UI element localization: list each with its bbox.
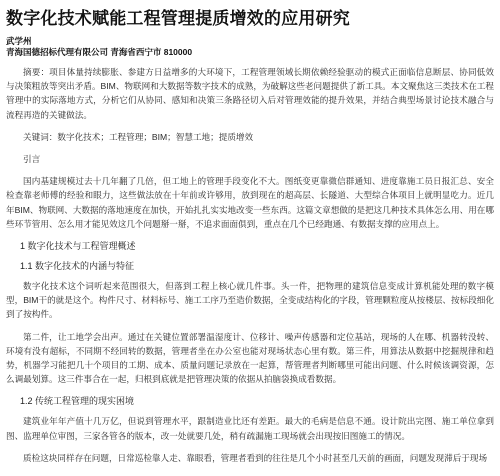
section-1-2-heading: 1.2 传统工程管理的现实困境 <box>20 396 135 407</box>
section-1-heading: 1 数字化技术与工程管理概述 <box>20 241 136 252</box>
author-name: 武学州 <box>6 36 32 46</box>
keywords: 关键词：数字化技术；工程管理；BIM；智慧工地；提质增效 <box>23 131 254 142</box>
intro-heading: 引言 <box>23 154 41 165</box>
section-1-1-heading: 1.1 数字化技术的内涵与特征 <box>20 261 135 272</box>
abstract: 摘要：项目体量持续膨胀、参建方日益增多的大环境下，工程管理领域长期依赖经验驱动的模式正面临信息断层、协同低效与决策粗放等突出矛盾。BIM、物联网和大数据等数字技术的成熟，为破解这些老问题提供了新工具。本文聚焦这三类技术在工程管理中的实际落地方式，分析它们从协同、感知和决策三条路径切入后对管理效能的提升效果，并结合典型场景讨论技术融合与流程再造的关键做法。 <box>6 67 494 120</box>
author-affiliation: 青海国德招标代理有限公司 青海省西宁市 810000 <box>6 47 193 57</box>
section-1-2-paragraph-1: 建筑业年年产值十几万亿，但说到管理水平，跟制造业比还有差距。最大的毛病是信息不通。设计院出完图、施工单位拿到图、监理单位审图，三家各管各的版本，改一处就要几处，稍有疏漏施工现场就会出现按旧图施工的情况。 <box>6 416 494 441</box>
paper-title: 数字化技术赋能工程管理提质增效的应用研究 <box>6 9 350 28</box>
intro-paragraph: 国内基建规模过去十几年翻了几倍，但工地上的管理手段变化不大。图纸变更靠微信群通知、进度靠施工员日报汇总、安全检查靠老师傅的经验和眼力，这些做法放在十年前或许够用，放到现在的超高层、长隧道、大型综合体项目上就明显吃力。近几年BIM、物联网、大数据的落地速度在加快，开始扎扎实实地改变一些东西。这篇文章想做的是把这几种技术具体怎么用、用在哪些环节管用、怎么用才能见效这几个问题掰一掰，不追求面面俱到，重点在几个已经跑通、有数据支撑的应用点上。 <box>6 176 494 229</box>
section-1-1-paragraph-2: 第二件，让工地学会出声。通过在关键位置部署温湿度计、位移计、噪声传感器和定位基站，现场的人在哪、机器转没转、环境有没有超标，不同期不经回转的数据，管理者坐在办公室也能对现场状态心里有数。第三件，用算法从数据中挖掘规律和趋势，机器学习能把几十个项目的工期、成本、质量问题记录放在一起算，帮管理者判断哪里可能出问题、什么时候该调资源，怎么调最划算。这三件事合在一起，归根到底就是把管理决策的依据从拍脑袋换成看数据。 <box>6 331 494 385</box>
section-1-1-paragraph-1: 数字化技术这个词听起来范围很大，但落到工程上核心就几件事。头一件，把物理的建筑信息变成计算机能处理的数字模型，BIM干的就是这个。构件尺寸、材料标号、施工工序乃至造价数据，全变成结构化的字段，管理颗粒度从按楼层、按标段细化到了按构件。 <box>6 281 494 320</box>
section-1-2-paragraph-2: 质检这块同样存在问题，日常巡检靠人走、靠眼看，管理者看到的往往是几个小时甚至几天前的画面，问题发现滞后于现场 <box>23 452 488 463</box>
